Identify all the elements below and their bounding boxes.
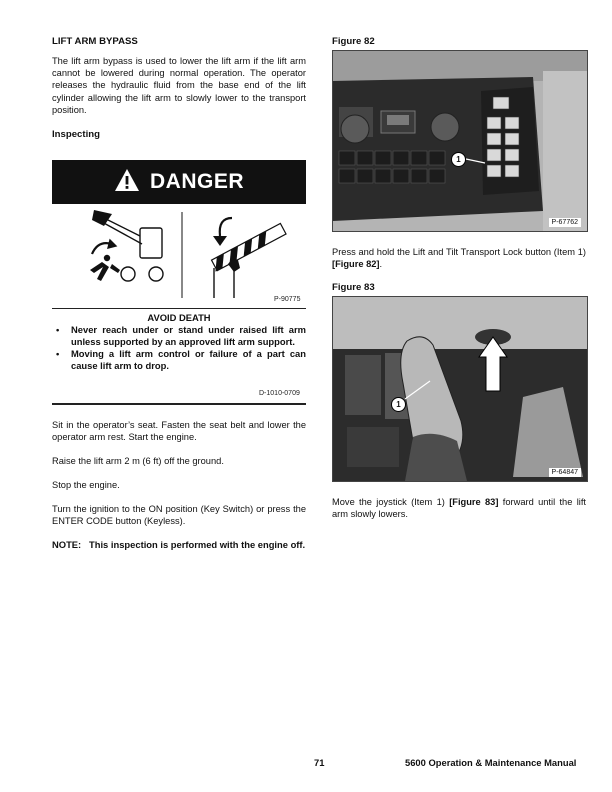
danger-image-code: P-90775 — [274, 296, 301, 303]
danger-bullet: • Moving a lift arm control or failure of a part can cause lift arm to drop. — [52, 348, 306, 372]
instrument-panel-photo — [333, 51, 587, 231]
step-paragraph: Turn the ignition to the ON position (Key Switch) or press the ENTER CODE button (Keyless). — [52, 504, 306, 527]
figure-83-photo — [332, 296, 588, 482]
intro-paragraph: The lift arm bypass is used to lower the lift arm if the lift arm cannot be lowered during normal operation. The operator releases the hydraulic fluid from the base end of the lift cylinder allowing the lift arm to slowly lower to the transport position. — [52, 56, 306, 115]
danger-banner — [52, 160, 306, 204]
danger-illustration — [52, 206, 306, 304]
figure-83-callout: 1 — [391, 397, 406, 412]
section-heading: LIFT ARM BYPASS — [52, 36, 138, 47]
joystick-photo — [333, 297, 587, 481]
avoid-death-label: AVOID DEATH — [147, 312, 211, 323]
step-paragraph: Sit in the operator’s seat. Fasten the seat belt and lower the operator arm rest. Start the engine. — [52, 420, 306, 443]
figure-83-code: P-64847 — [549, 468, 581, 477]
subheading-inspecting: Inspecting — [52, 129, 100, 140]
danger-bullet-list — [52, 324, 306, 372]
figure-82-title: Figure 82 — [332, 36, 375, 47]
danger-bullet: • Never reach under or stand under raised lift arm unless supported by an approved lift arm support. — [52, 324, 306, 348]
note-text: This inspection is performed with the engine off. — [89, 539, 306, 550]
instruction-text-end: forward until the lift arm slowly lowers. — [332, 497, 587, 520]
figure-83-reference: [Figure 83] — [449, 497, 499, 507]
warning-triangle-icon — [114, 168, 140, 197]
page-number: 71 — [314, 757, 325, 768]
instruction-text-end: . — [379, 259, 383, 270]
figure-82-photo — [332, 50, 588, 232]
figure-82-instruction — [332, 246, 586, 270]
step-paragraph: Stop the engine. — [52, 480, 120, 490]
note-label: NOTE: — [52, 539, 82, 550]
step-paragraph: Raise the lift arm 2 m (6 ft) off the ground. — [52, 456, 224, 466]
manual-title: 5600 Operation & Maintenance Manual — [405, 757, 577, 768]
note-block — [52, 539, 306, 551]
danger-rule — [52, 308, 306, 309]
instruction-text: Press and hold the Lift and Tilt Transport Lock button (Item 1) — [332, 247, 586, 257]
figure-82-reference: [Figure 82] — [332, 259, 380, 270]
danger-code: D-1010-0709 — [259, 390, 300, 397]
instruction-text: Move the joystick (Item 1) — [332, 497, 450, 507]
figure-82-callout: 1 — [451, 152, 466, 167]
danger-pictogram — [52, 206, 306, 304]
figure-83-instruction — [332, 496, 586, 520]
figure-83-title: Figure 83 — [332, 282, 375, 293]
danger-bottom-rule — [52, 403, 306, 405]
danger-label: DANGER — [149, 170, 244, 193]
figure-82-code: P-67762 — [549, 218, 581, 227]
